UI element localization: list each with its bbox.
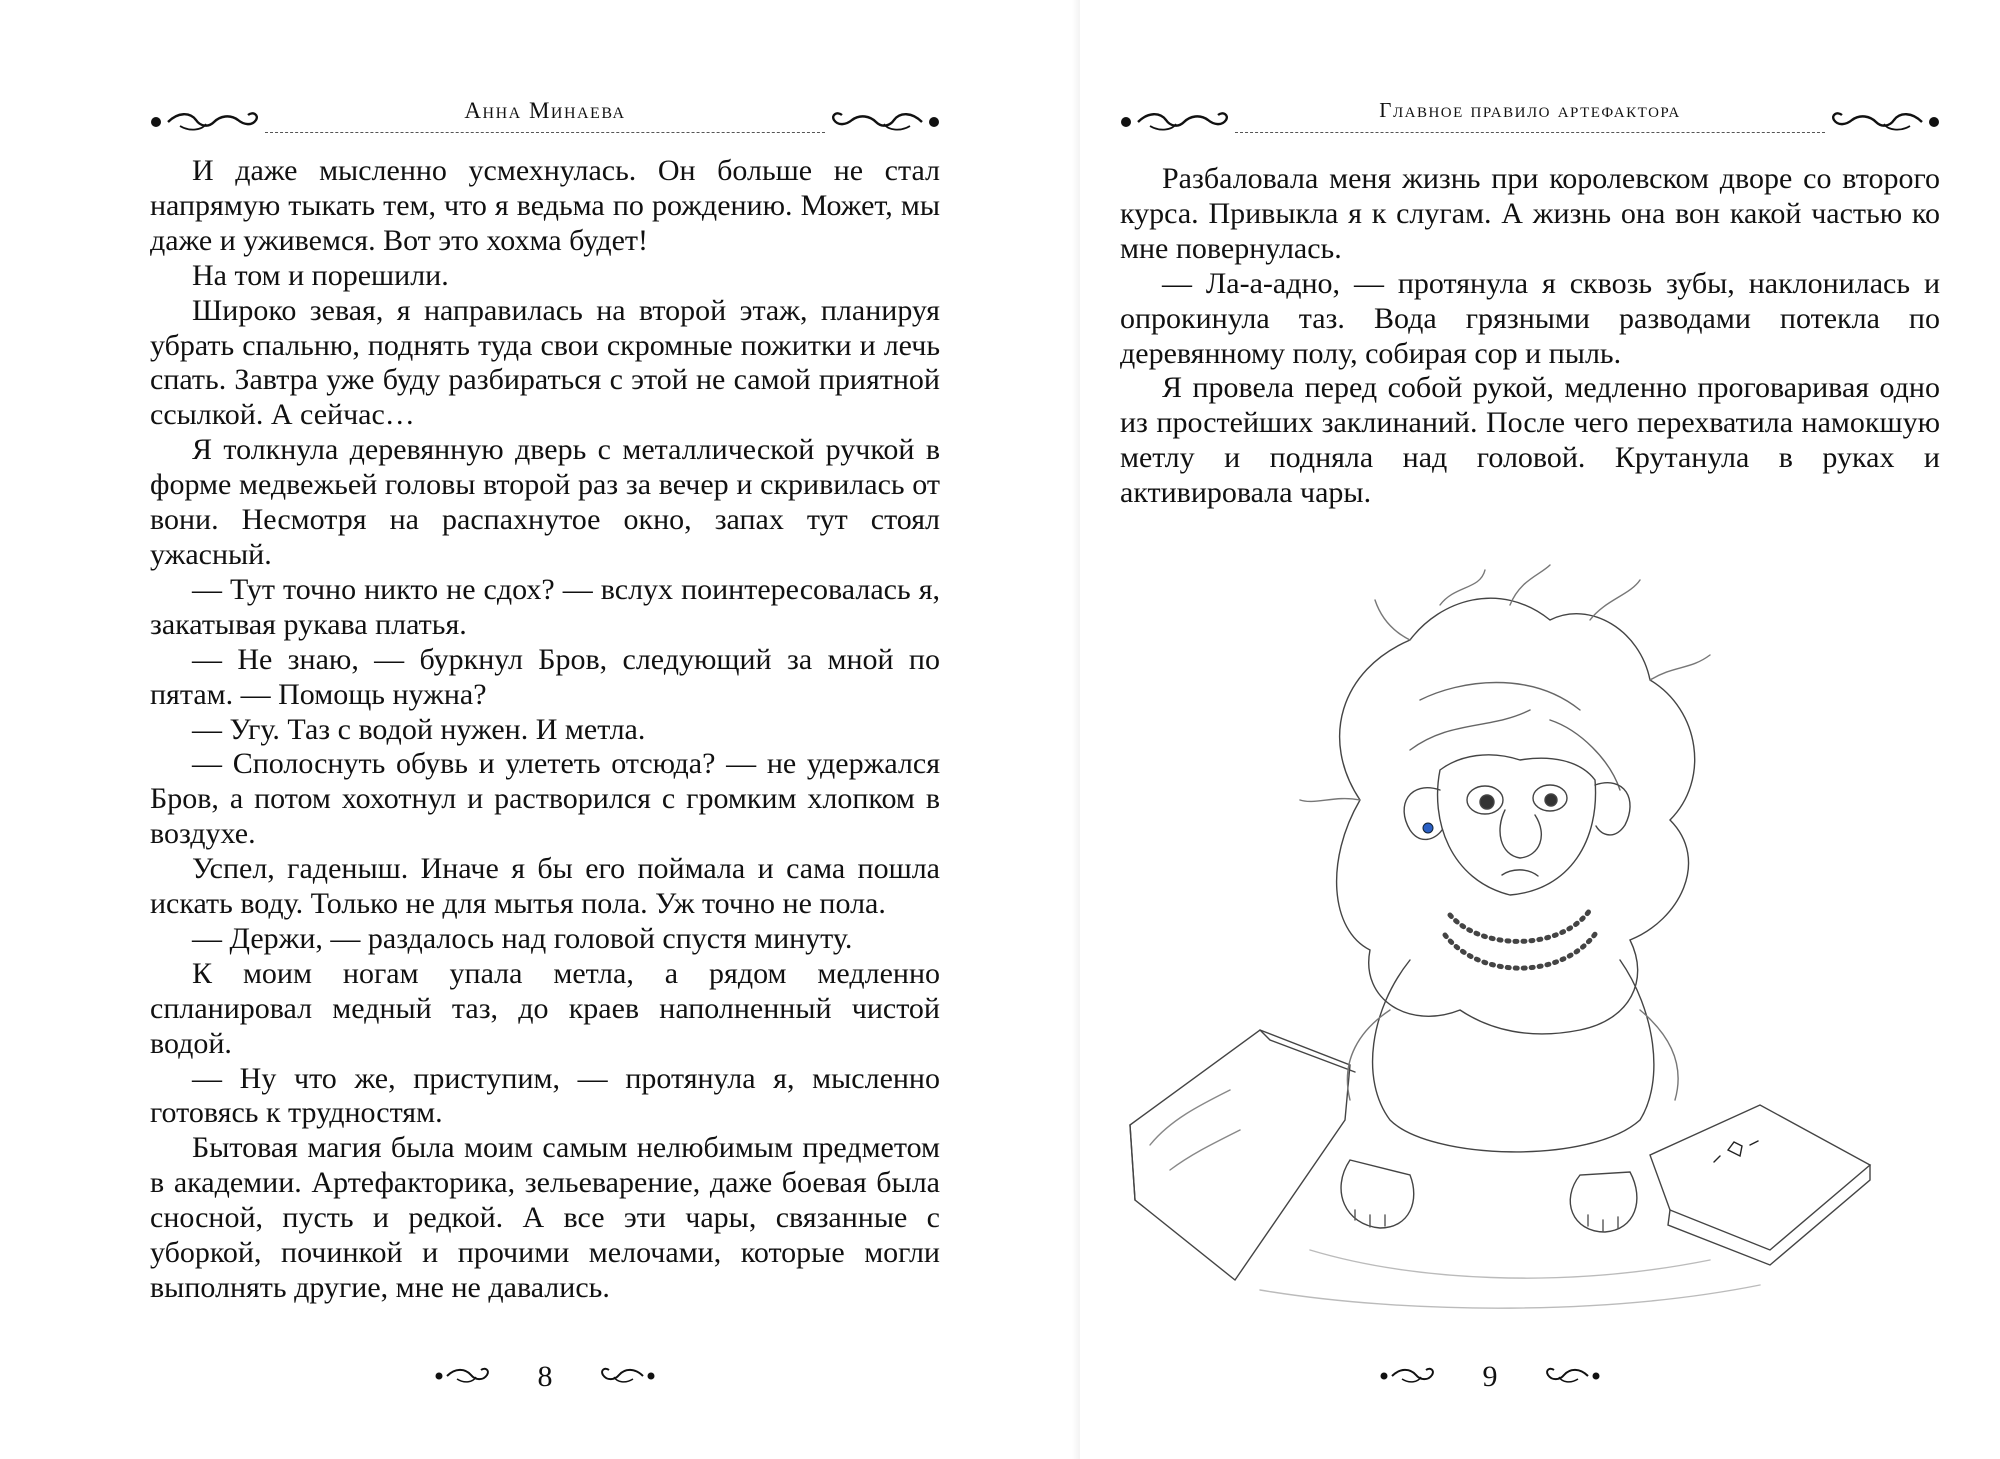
paragraph: На том и порешили. bbox=[192, 258, 449, 292]
page-number: 9 bbox=[1482, 1360, 1498, 1393]
creature-illustration bbox=[1110, 560, 1940, 1320]
left-running-head bbox=[150, 92, 940, 152]
book-left bbox=[1130, 1030, 1350, 1280]
paragraph: — Держи, — раздалось над головой спустя минуту. bbox=[192, 921, 853, 955]
paragraph: Я толкнула деревянную дверь с металлической ручкой в форме медвежьей головы второй раз за вечер и скривилась от вони. Несмотря на распахнутое окно, запах тут стоял ужасный. bbox=[150, 433, 940, 571]
paragraph: Широко зевая, я направилась на второй этаж, планируя убрать спальню, поднять туда свои скромные пожитки и лечь спать. Завтра уже буду разбираться с этой не самой приятной ссылкой. А сейчас… bbox=[150, 293, 940, 432]
paragraph: — Ла-а-адно, — протянула я сквозь зубы, наклонилась и опрокинула таз. Вода грязными разводами потекла по деревянному полу, собирая сор и пыль. bbox=[1120, 266, 1940, 370]
paragraph: Бытовая магия была моим самым нелюбимым предметом в академии. Артефакторика, зельеварение, даже боевая была сносной, пусть и редкой. А все эти чары, связанные с уборкой, починкой и прочими мелочами, которые могли выполнять другие, мне не давались. bbox=[150, 1131, 940, 1304]
book-right bbox=[1650, 1105, 1870, 1250]
page-number: 8 bbox=[537, 1360, 553, 1393]
header-rule bbox=[265, 132, 825, 133]
right-page bbox=[1080, 0, 2000, 1459]
paragraph: Я провела перед собой рукой, медленно проговаривая одно из простейших заклинаний. После чего перехватила намокшую метлу и подняла над головой. Крутанула в руках и активировала чары. bbox=[1120, 371, 1940, 510]
right-body-text bbox=[1120, 162, 1940, 511]
book-title: Главное правило артефактора bbox=[1379, 98, 1681, 122]
author-name: Анна Минаева bbox=[464, 98, 626, 123]
face bbox=[1438, 755, 1596, 895]
bead-necklace bbox=[1450, 910, 1590, 941]
paragraph: — Угу. Таз с водой нужен. И метла. bbox=[192, 712, 646, 746]
paragraph: — Сполоснуть обувь и улететь отсюда? — не удержался Бров, а потом хохотнул и растворился с громким хлопком в воздухе. bbox=[150, 747, 940, 851]
paragraph: — Не знаю, — буркнул Бров, следующий за мной по пятам. — Помощь нужна? bbox=[150, 642, 940, 711]
paragraph: — Тут точно никто не сдох? — вслух поинтересовалась я, закатывая рукава платья. bbox=[150, 572, 940, 641]
paragraph: К моим ногам упала метла, а рядом медленно спланировал медный таз, до краев наполненный чистой водой. bbox=[150, 956, 940, 1060]
header-rule bbox=[1235, 132, 1825, 133]
left-foot bbox=[1341, 1160, 1414, 1228]
mouth bbox=[1502, 870, 1538, 876]
left-folio bbox=[435, 1360, 655, 1410]
paragraph: И даже мысленно усмехнулась. Он больше не стал напрямую тыкать тем, что я ведьма по рождению. Может, мы даже и уживемся. Вот это хохма будет! bbox=[150, 154, 940, 257]
nose bbox=[1500, 810, 1541, 858]
paragraph: Разбаловала меня жизнь при королевском дворе со второго курса. Привыкла я к слугам. А жизнь она вон какой частью ко мне повернулась. bbox=[1120, 162, 1940, 265]
blue-bead bbox=[1423, 823, 1433, 833]
folio-ornament-right bbox=[1530, 1366, 1600, 1388]
folio-ornament-right bbox=[585, 1366, 655, 1388]
left-body-text bbox=[150, 154, 940, 1306]
right-folio bbox=[1380, 1360, 1600, 1410]
right-running-head bbox=[1120, 92, 1940, 152]
paragraph: Успел, гаденыш. Иначе я бы его поймала и сама пошла искать воду. Только не для мытья пола. Уж точно не пола. bbox=[150, 852, 940, 921]
paragraph: — Ну что же, приступим, — протянула я, мысленно готовясь к трудностям. bbox=[150, 1061, 940, 1130]
body bbox=[1373, 960, 1654, 1152]
